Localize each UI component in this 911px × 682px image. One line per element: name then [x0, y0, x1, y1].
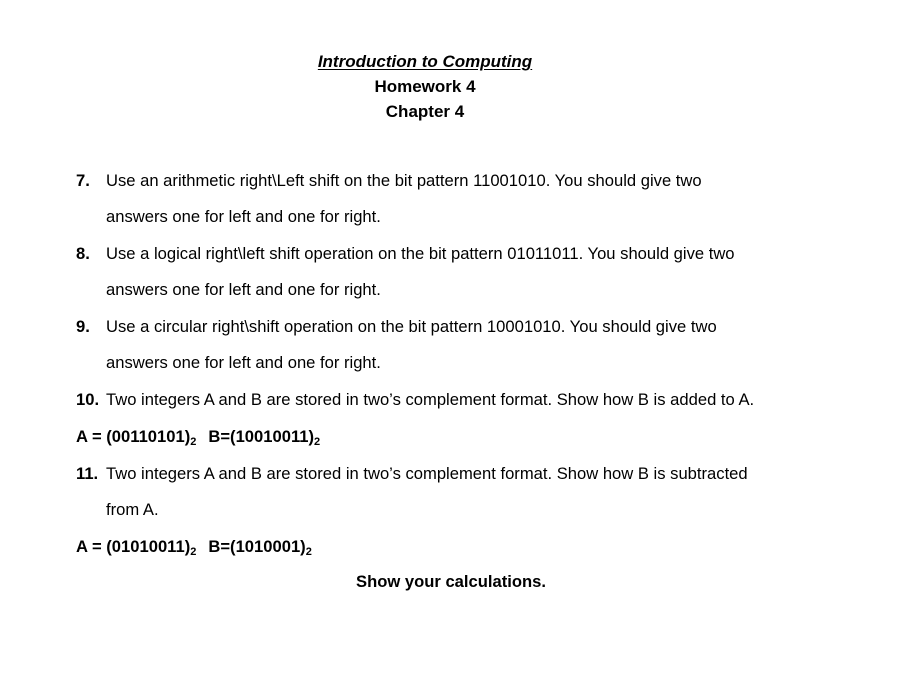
question-11-a-base: 2 [190, 546, 197, 558]
question-7-number: 7. [76, 171, 90, 190]
homework-title: Homework 4 [374, 77, 476, 96]
question-10-b-base: 2 [314, 436, 321, 448]
question-10-line1: Two integers A and B are stored in two’s complement format. Show how B is added to A. [106, 390, 755, 409]
document-header [0, 49, 850, 124]
question-10-a-value: A = (00110101) [76, 427, 191, 446]
question-7-line1: Use an arithmetic right\Left shift on the bit pattern 11001010. You should give two [106, 171, 702, 190]
question-11-a-value: A = (01010011) [76, 537, 191, 556]
question-9-line2: answers one for left and one for right. [106, 353, 381, 372]
calculations-note: Show your calculations. [356, 572, 546, 591]
question-10-a-base: 2 [190, 436, 197, 448]
chapter-title: Chapter 4 [385, 102, 465, 121]
question-11-b-value: B=(1010001) [208, 537, 306, 556]
question-7-line2: answers one for left and one for right. [106, 207, 381, 226]
question-9-line1: Use a circular right\shift operation on the bit pattern 10001010. You should give two [106, 317, 717, 336]
question-8-number: 8. [76, 244, 90, 263]
question-10-number: 10. [76, 390, 100, 409]
question-11-values [76, 537, 312, 558]
question-11-line1: Two integers A and B are stored in two’s complement format. Show how B is subtracted [106, 464, 748, 483]
course-title: Introduction to Computing [317, 52, 533, 71]
question-8-line2: answers one for left and one for right. [106, 280, 381, 299]
question-10-b-value: B=(10010011) [208, 427, 315, 446]
question-11-number: 11. [76, 464, 99, 483]
question-11-line2: from A. [106, 500, 159, 519]
question-10-values [76, 427, 320, 448]
question-11-b-base: 2 [305, 546, 312, 558]
question-9-number: 9. [76, 317, 90, 336]
question-8-line1: Use a logical right\left shift operation on the bit pattern 01011011. You should give two [106, 244, 735, 263]
